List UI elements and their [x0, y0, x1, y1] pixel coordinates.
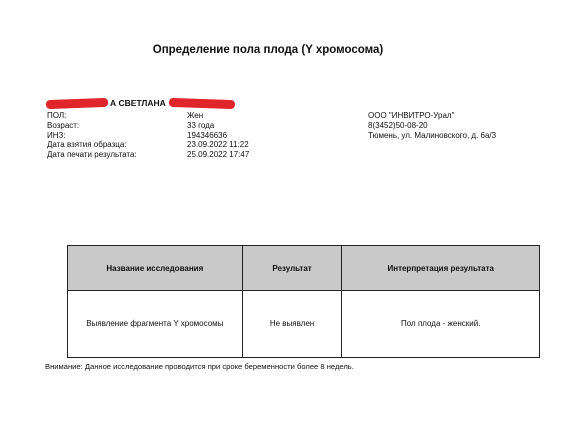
lab-name: ООО "ИНВИТРО-Урал" [368, 111, 455, 120]
info-row-inz [47, 131, 249, 141]
patient-info [47, 111, 249, 160]
info-value: 194346636 [187, 130, 228, 140]
test-name-cell: Выявление фрагмента Y хромосомы [68, 291, 243, 358]
column-header: Название исследования [68, 246, 243, 291]
column-header: Результат [242, 246, 342, 291]
redaction-mark [169, 98, 235, 109]
table-row [68, 291, 540, 358]
table-header-row [68, 246, 540, 291]
lab-info [368, 111, 496, 140]
info-label: Дата взятия образца: [47, 140, 127, 150]
info-row-sample-date [47, 140, 249, 150]
info-value: 33 года [187, 120, 215, 130]
results-table [67, 245, 540, 358]
lab-address: Тюмень, ул. Малиновского, д. 6а/3 [368, 130, 497, 140]
patient-name-visible: А СВЕТЛАНА [110, 98, 166, 108]
info-label: ИНЗ: [47, 130, 66, 140]
info-label: Дата печати результата: [47, 150, 137, 160]
info-value: 25.09.2022 17:47 [187, 150, 250, 160]
info-row-print-date [47, 150, 249, 160]
info-label: ПОЛ: [47, 111, 67, 120]
lab-phone: 8(3452)50-08-20 [368, 120, 428, 130]
column-header: Интерпретация результата [342, 246, 540, 291]
notice-text: Внимание: Данное исследование проводится при сроке беременности более 8 недель. [45, 362, 354, 371]
redaction-mark [46, 98, 108, 109]
interpretation-cell: Пол плода - женский. [342, 291, 540, 358]
info-row-sex [47, 111, 249, 121]
info-row-age [47, 121, 249, 131]
info-value: 23.09.2022 11:22 [187, 140, 249, 150]
result-cell: Не выявлен [242, 291, 342, 358]
info-label: Возраст: [47, 120, 80, 130]
info-value: Жен [187, 111, 204, 120]
document-title: Определение пола плода (Y хромосома) [152, 44, 384, 56]
patient-name [46, 98, 235, 108]
